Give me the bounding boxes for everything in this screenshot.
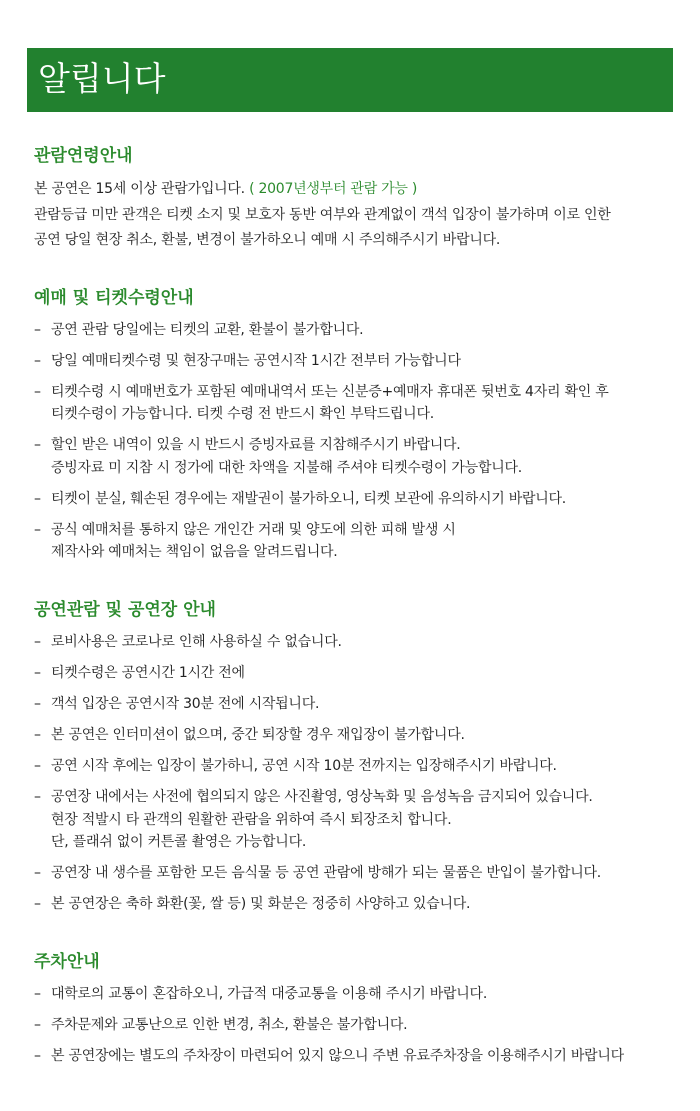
item-text: 제작사와 예매처는 책임이 없음을 알려드립니다. [51, 544, 338, 560]
list-item [34, 893, 674, 916]
item-text: 공식 예매처를 통하지 않은 개인간 거래 및 양도에 의한 피해 발생 시 [51, 521, 456, 538]
dash-bullet: – [34, 383, 41, 400]
item-text: 티켓이 분실, 훼손된 경우에는 재발권이 불가하오니, 티켓 보관에 유의하시기 바랍니다. [51, 490, 566, 507]
item-text: 할인 받은 내역이 있을 시 반드시 증빙자료를 지참해주시기 바랍니다. [51, 437, 461, 453]
list-item [34, 983, 674, 1006]
item-text: 증빙자료 미 지참 시 정가에 대한 차액을 지불해 주셔야 티켓수령이 가능합니다. [51, 459, 522, 476]
dash-bullet: – [34, 1048, 41, 1064]
item-text: 공연 관람 당일에는 티켓의 교환, 환불이 불가합니다. [51, 321, 364, 338]
ticket-info-list [34, 319, 674, 564]
list-item [34, 434, 674, 479]
section-title: 예매 및 티켓수령안내 [34, 287, 194, 308]
age-rating-paragraph [34, 177, 674, 254]
age-highlight: ( 2007년생부터 관람 가능 ) [249, 181, 418, 197]
list-item [34, 631, 674, 654]
paragraph-line: 공연 당일 현장 취소, 환불, 변경이 불가하오니 예매 시 주의해주시기 바랍니다. [34, 232, 501, 248]
list-item [34, 786, 674, 854]
item-text: 공연 시작 후에는 입장이 불가하니, 공연 시작 10분 전까지는 입장해주시기 바랍니다. [51, 758, 557, 774]
item-text: 공연장 내 생수를 포함한 모든 음식물 등 공연 관람에 방해가 되는 물품은 반입이 불가합니다. [51, 865, 601, 881]
venue-info-list [34, 631, 674, 916]
dash-bullet: – [34, 727, 41, 743]
item-text: 주차문제와 교통난으로 인한 변경, 취소, 환불은 불가합니다. [51, 1017, 408, 1033]
paragraph-line [34, 177, 674, 203]
list-item [34, 319, 674, 342]
parking-list [34, 983, 674, 1068]
dash-bullet: – [34, 1017, 41, 1033]
item-text: 티켓수령이 가능합니다. 티켓 수령 전 반드시 확인 부탁드립니다. [51, 406, 434, 422]
dash-bullet: – [34, 634, 41, 650]
item-text: 공연장 내에서는 사전에 협의되지 않은 사진촬영, 영상녹화 및 음성녹음 금지되어 있습니다. [51, 789, 593, 805]
item-text: 로비사용은 코로나로 인해 사용하실 수 없습니다. [51, 634, 342, 650]
list-item [34, 693, 674, 716]
dash-bullet: – [34, 696, 41, 712]
paragraph-line: 관람등급 미만 관객은 티켓 소지 및 보호자 동반 여부와 관계없이 객석 입장이 불가하며 이로 인한 [34, 206, 611, 223]
item-text: 객석 입장은 공연시작 30분 전에 시작됩니다. [51, 696, 320, 712]
section-title: 주차안내 [34, 952, 100, 972]
item-text: 티켓수령은 공연시간 1시간 전에 [51, 665, 245, 681]
section-age-rating [34, 146, 674, 254]
page-title: 알립니다 [38, 59, 166, 98]
list-item [34, 488, 674, 511]
dash-bullet: – [34, 665, 41, 681]
dash-bullet: – [34, 521, 41, 538]
dash-bullet: – [34, 352, 41, 369]
item-text: 현장 적발시 타 관객의 원활한 관람을 위하여 즉시 퇴장조치 합니다. [51, 811, 452, 828]
dash-bullet: – [34, 321, 41, 338]
list-item [34, 381, 674, 426]
section-parking [34, 952, 674, 1068]
dash-bullet: – [34, 789, 41, 805]
dash-bullet: – [34, 986, 41, 1002]
list-item [34, 1045, 674, 1068]
section-ticket-info [34, 288, 674, 564]
list-item [34, 755, 674, 778]
list-item [34, 662, 674, 685]
item-text: 본 공연장은 축하 화환(꽃, 쌀 등) 및 화분은 정중히 사양하고 있습니다. [51, 896, 471, 912]
list-item [34, 519, 674, 564]
list-item [34, 724, 674, 747]
paragraph-text: 본 공연은 15세 이상 관람가입니다. [34, 181, 250, 197]
list-item [34, 350, 674, 373]
item-text: 대학로의 교통이 혼잡하오니, 가급적 대중교통을 이용해 주시기 바랍니다. [51, 986, 488, 1002]
notice-content [34, 146, 674, 1076]
section-venue-info [34, 600, 674, 916]
dash-bullet: – [34, 490, 41, 507]
list-item [34, 1014, 674, 1037]
item-text: 단, 플래쉬 없이 커튼콜 촬영은 가능합니다. [51, 834, 307, 850]
notice-banner [27, 48, 673, 112]
dash-bullet: – [34, 865, 41, 881]
section-title: 공연관람 및 공연장 안내 [34, 600, 216, 620]
list-item [34, 862, 674, 885]
item-text: 티켓수령 시 예매번호가 포함된 예매내역서 또는 신분증+예매자 휴대폰 뒷번호 4자리 확인 후 [51, 383, 609, 400]
dash-bullet: – [34, 896, 41, 912]
item-text: 본 공연장에는 별도의 주차장이 마련되어 있지 않으니 주변 유료주차장을 이용해주시기 바랍니다 [51, 1048, 624, 1064]
item-text: 당일 예매티켓수령 및 현장구매는 공연시작 1시간 전부터 가능합니다 [51, 352, 461, 369]
dash-bullet: – [34, 437, 41, 453]
item-text: 본 공연은 인터미션이 없으며, 중간 퇴장할 경우 재입장이 불가합니다. [51, 727, 465, 743]
section-title: 관람연령안내 [34, 146, 133, 166]
dash-bullet: – [34, 758, 41, 774]
